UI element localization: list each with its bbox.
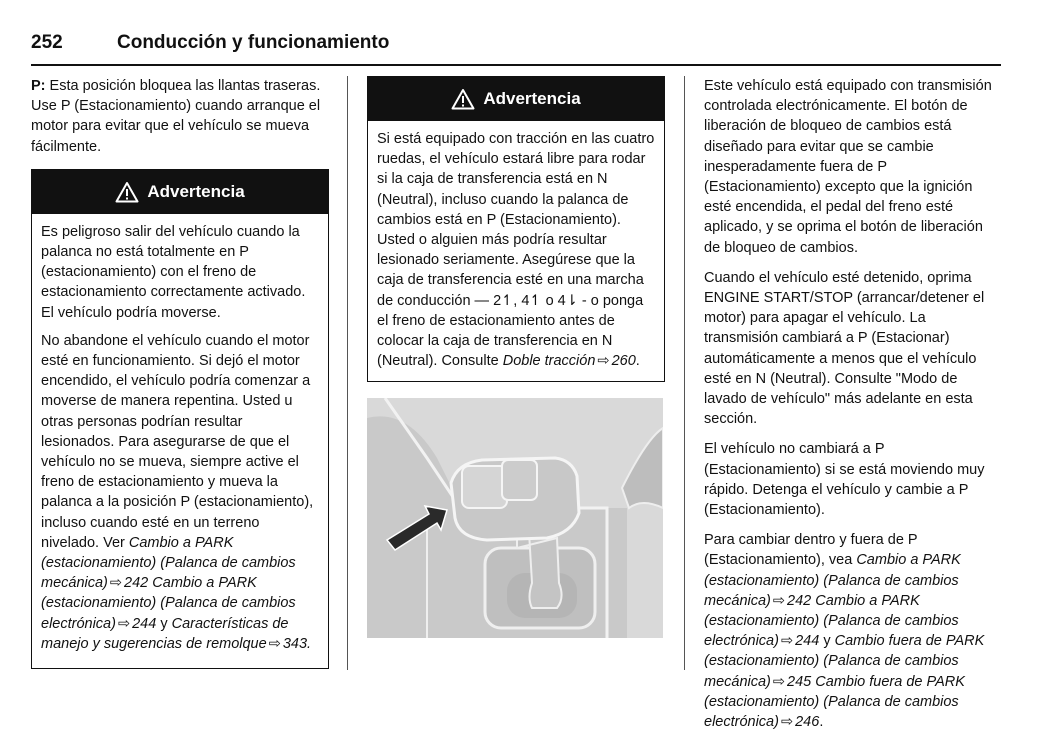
period: . bbox=[635, 353, 640, 370]
page-ref-icon: ⇨ bbox=[772, 673, 786, 690]
warning-header bbox=[368, 77, 664, 121]
warning-paragraph-2 bbox=[41, 331, 319, 654]
ref-link[interactable]: Cambio a PARK (estacionamiento) (Palanca de cambios mecánica) bbox=[41, 534, 296, 592]
ref-page[interactable]: 343 bbox=[282, 635, 308, 652]
column-middle bbox=[367, 76, 665, 382]
ref-link[interactable]: Doble tracción bbox=[502, 353, 596, 370]
ref-link[interactable]: Cambio a PARK (estacionamiento) (Palanca de cambios mecánica) bbox=[704, 552, 961, 609]
column-left bbox=[31, 76, 329, 669]
ref-page[interactable]: 244 bbox=[795, 633, 820, 650]
conjunction: y bbox=[156, 615, 172, 632]
ref-link[interactable]: Características de manejo y sugerencias de remolque bbox=[41, 615, 289, 652]
ref-page[interactable]: 246 bbox=[795, 714, 820, 731]
page-ref-icon: ⇨ bbox=[780, 633, 794, 650]
ref-page[interactable]: 244 bbox=[132, 615, 157, 632]
period: . bbox=[819, 714, 824, 731]
warning-title: Advertencia bbox=[147, 181, 245, 201]
shift-lever-illustration bbox=[367, 398, 663, 638]
column-divider bbox=[684, 76, 685, 670]
warning-triangle-icon bbox=[115, 181, 139, 203]
warning-paragraph bbox=[377, 129, 655, 371]
warning-text: Si está equipado con tracción en las cuatro ruedas, el vehículo estará libre para rodar si la caja de transferencia está en N (Neutral), incluso cuando la palanca de cambios está en P (Estacionamiento). Usted o alguien más podría resultar lesionado seriamente. Asegúrese que la caja de transferencia esté en una marcha de conducción — 2↿, 4↿ o 4⇂ - o ponga el freno de estacionamiento antes de colocar la caja de transferencia en N (Neutral). Consulte bbox=[377, 131, 655, 370]
ref-link[interactable]: Cambio fuera de PARK (estacionamiento) (Palanca de cambios electrónica) bbox=[704, 673, 965, 731]
warning-body bbox=[368, 121, 664, 381]
page-ref-icon: ⇨ bbox=[772, 592, 786, 609]
page-ref-icon: ⇨ bbox=[597, 353, 610, 370]
section-title: Conducción y funcionamiento bbox=[117, 32, 390, 53]
warning-box-transfer-case bbox=[367, 76, 665, 382]
ref-link[interactable]: Cambio a PARK (estacionamiento) (Palanca de cambios electrónica) bbox=[41, 575, 296, 632]
park-label: P: bbox=[31, 78, 46, 94]
page-ref-icon: ⇨ bbox=[109, 575, 123, 592]
warning-text: No abandone el vehículo cuando el motor esté en funcionamiento. Si dejó el motor encendido, el vehículo podría comenzar a moverse de manera repentina. Usted u otras personas podrían resultar lesionados. Para asegurarse de que el vehículo no se mueva, siempre active el freno de estacionamiento y mueva la palanca a la posición P (estacionamiento), incluso cuando esté en un terreno nivelado. Ver bbox=[41, 332, 314, 551]
period: . bbox=[307, 635, 312, 652]
page-ref-icon: ⇨ bbox=[268, 635, 281, 652]
warning-paragraph-1: Es peligroso salir del vehículo cuando la palanca no está totalmente en P (estacionamiento) con el freno de estacionamiento correctamente activado. El vehículo podría moverse. bbox=[41, 223, 306, 321]
ref-link[interactable]: Cambio a PARK (estacionamiento) (Palanca de cambios electrónica) bbox=[704, 592, 959, 650]
page-number: 252 bbox=[31, 32, 63, 53]
warning-header bbox=[32, 170, 328, 214]
paragraph-2: Cuando el vehículo esté detenido, oprima ENGINE START/STOP (arrancar/detener el motor) para apagar el vehículo. La transmisión cambiará a P (Estacionar) automáticamente a menos que el vehículo esté en N (Neutral). Consulte "Modo de lavado de vehículo" más adelante en esta sección. bbox=[704, 269, 985, 428]
warning-box-parking bbox=[31, 169, 329, 669]
page-ref-icon: ⇨ bbox=[780, 714, 794, 731]
paragraph-1: Este vehículo está equipado con transmisión controlada electrónicamente. El botón de liberación de bloqueo de cambios está diseñado para evitar que se cambie inesperadamente fuera de P (Estacionamiento) excepto que la ignición esté encendida, el pedal del freno esté aplicado, y se oprima el botón de liberación de bloqueo de cambios. bbox=[704, 78, 992, 256]
warning-body bbox=[32, 214, 328, 668]
column-right bbox=[704, 76, 1002, 742]
park-description bbox=[31, 76, 329, 157]
page-header bbox=[31, 30, 1001, 66]
park-text: Esta posición bloquea las llantas traseras. Use P (Estacionamiento) cuando arranque el motor para evitar que el vehículo se mueva fácilmente. bbox=[31, 78, 321, 155]
ref-page[interactable]: 260 bbox=[611, 353, 636, 370]
warning-triangle-icon bbox=[451, 88, 475, 110]
paragraph-4 bbox=[704, 530, 1002, 732]
page-ref-icon: ⇨ bbox=[117, 615, 131, 632]
warning-title: Advertencia bbox=[483, 88, 581, 108]
ref-page[interactable]: 245 bbox=[787, 673, 812, 690]
ref-link[interactable]: Cambio fuera de PARK (estacionamiento) (Palanca de cambios mecánica) bbox=[704, 633, 985, 690]
column-divider bbox=[347, 76, 348, 670]
paragraph-text: Para cambiar dentro y fuera de P (Estacionamiento), vea bbox=[704, 532, 918, 569]
ref-page[interactable]: 242 bbox=[124, 575, 149, 592]
paragraph-3: El vehículo no cambiará a P (Estacionamiento) si se está moviendo muy rápido. Detenga el vehículo y cambie a P (Estacionamiento). bbox=[704, 441, 985, 519]
conjunction: y bbox=[819, 633, 835, 650]
ref-page[interactable]: 242 bbox=[787, 592, 812, 609]
